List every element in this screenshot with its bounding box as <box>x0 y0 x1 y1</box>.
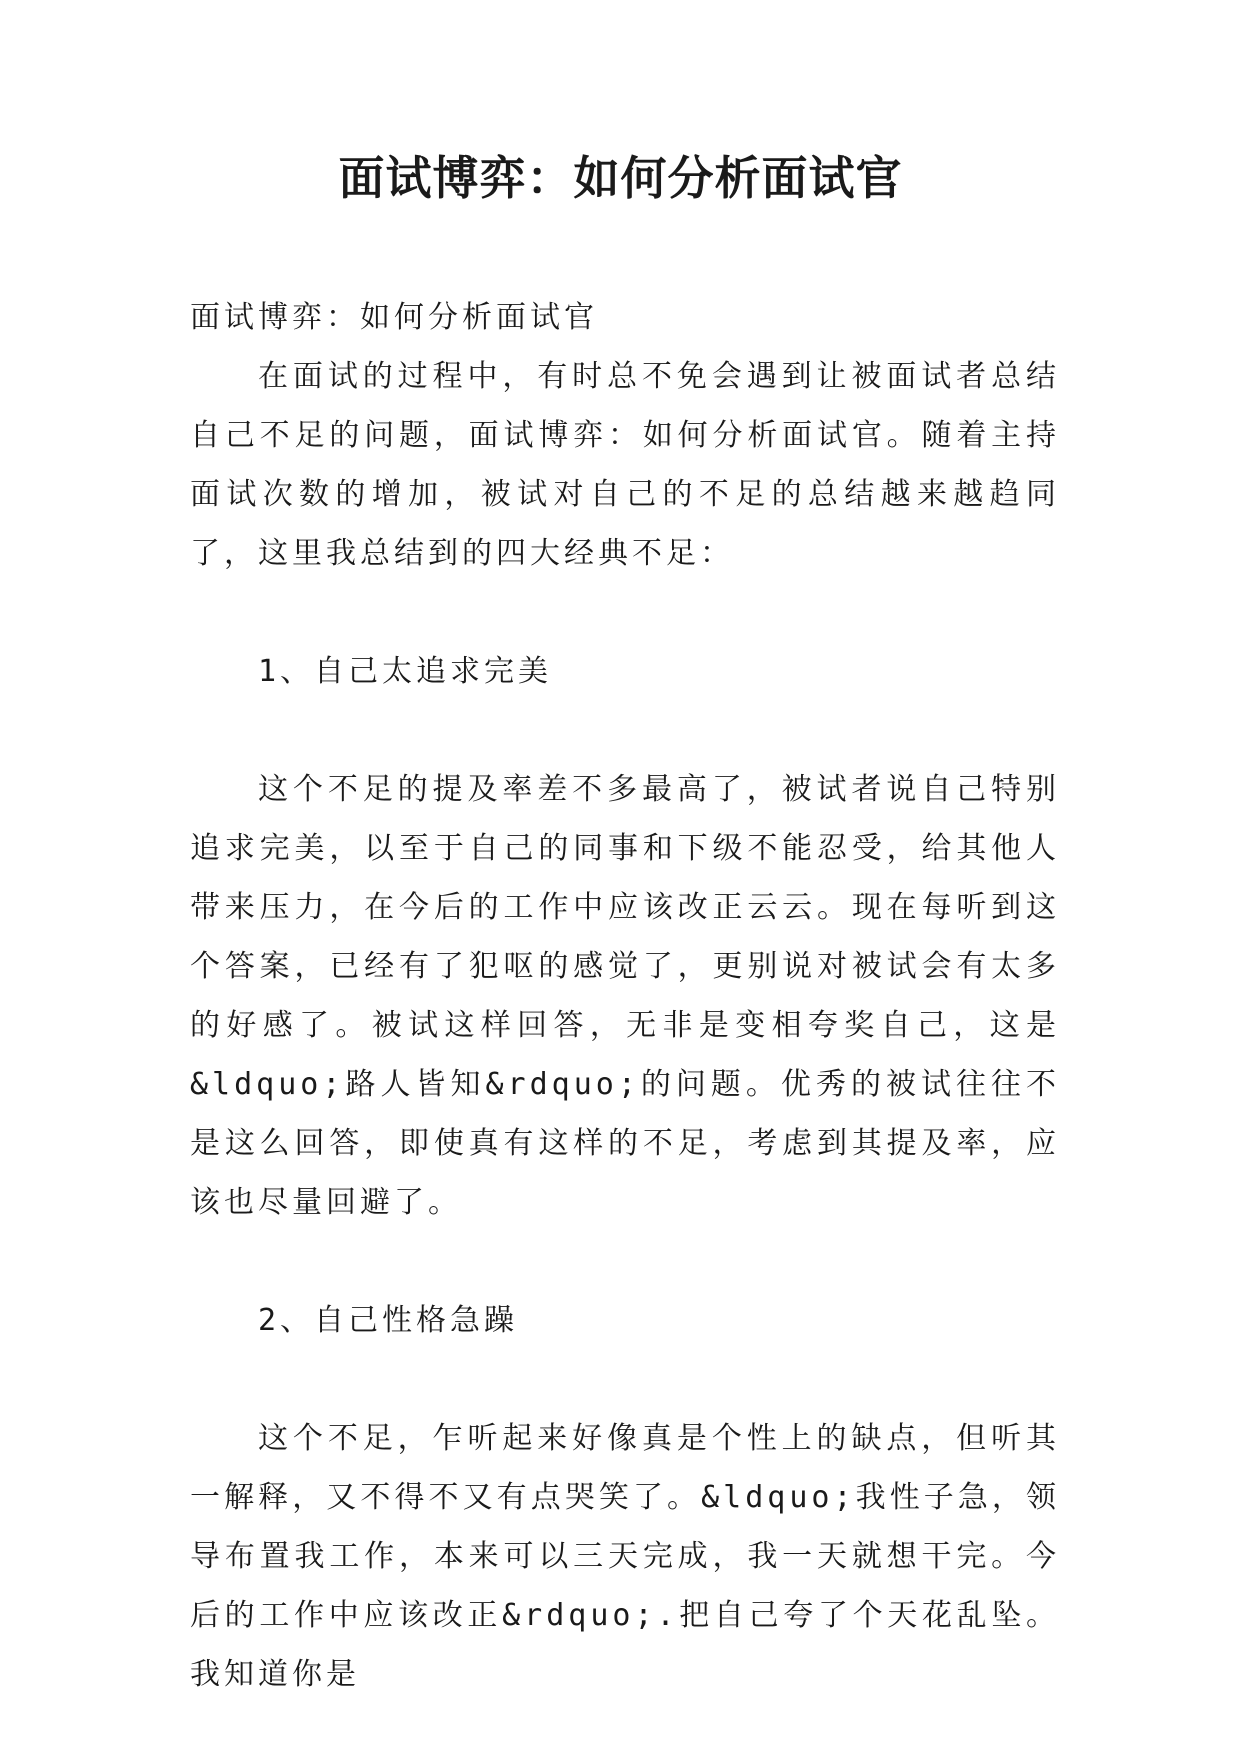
section-2-paragraph: 这个不足，乍听起来好像真是个性上的缺点，但听其一解释，又不得不又有点哭笑了。&ldquo;我性子急，领导布置我工作，本来可以三天完成，我一天就想干完。今后的工作中应该改正&rdquo;.把自己夸了个天花乱坠。我知道你是 <box>190 1421 1060 1692</box>
document-subtitle: 面试博弈：如何分析面试官 <box>190 300 598 335</box>
section-1-heading: 1、自己太追求完美 <box>258 654 553 689</box>
intro-paragraph: 在面试的过程中，有时总不免会遇到让被面试者总结自己不足的问题，面试博弈：如何分析面试官。随着主持面试次数的增加，被试对自己的不足的总结越来越趋同了，这里我总结到的四大经典不足： <box>190 359 1060 571</box>
document-body <box>190 288 1060 1704</box>
section-1-paragraph: 这个不足的提及率差不多最高了，被试者说自己特别追求完美，以至于自己的同事和下级不能忍受，给其他人带来压力，在今后的工作中应该改正云云。现在每听到这个答案，已经有了犯呕的感觉了，更别说对被试会有太多的好感了。被试这样回答，无非是变相夸奖自己，这是&ldquo;路人皆知&rdquo;的问题。优秀的被试往往不是这么回答，即使真有这样的不足，考虑到其提及率，应该也尽量回避了。 <box>190 772 1060 1220</box>
document-title: 面试博弈：如何分析面试官 <box>338 151 903 205</box>
section-2-heading: 2、自己性格急躁 <box>258 1303 519 1338</box>
